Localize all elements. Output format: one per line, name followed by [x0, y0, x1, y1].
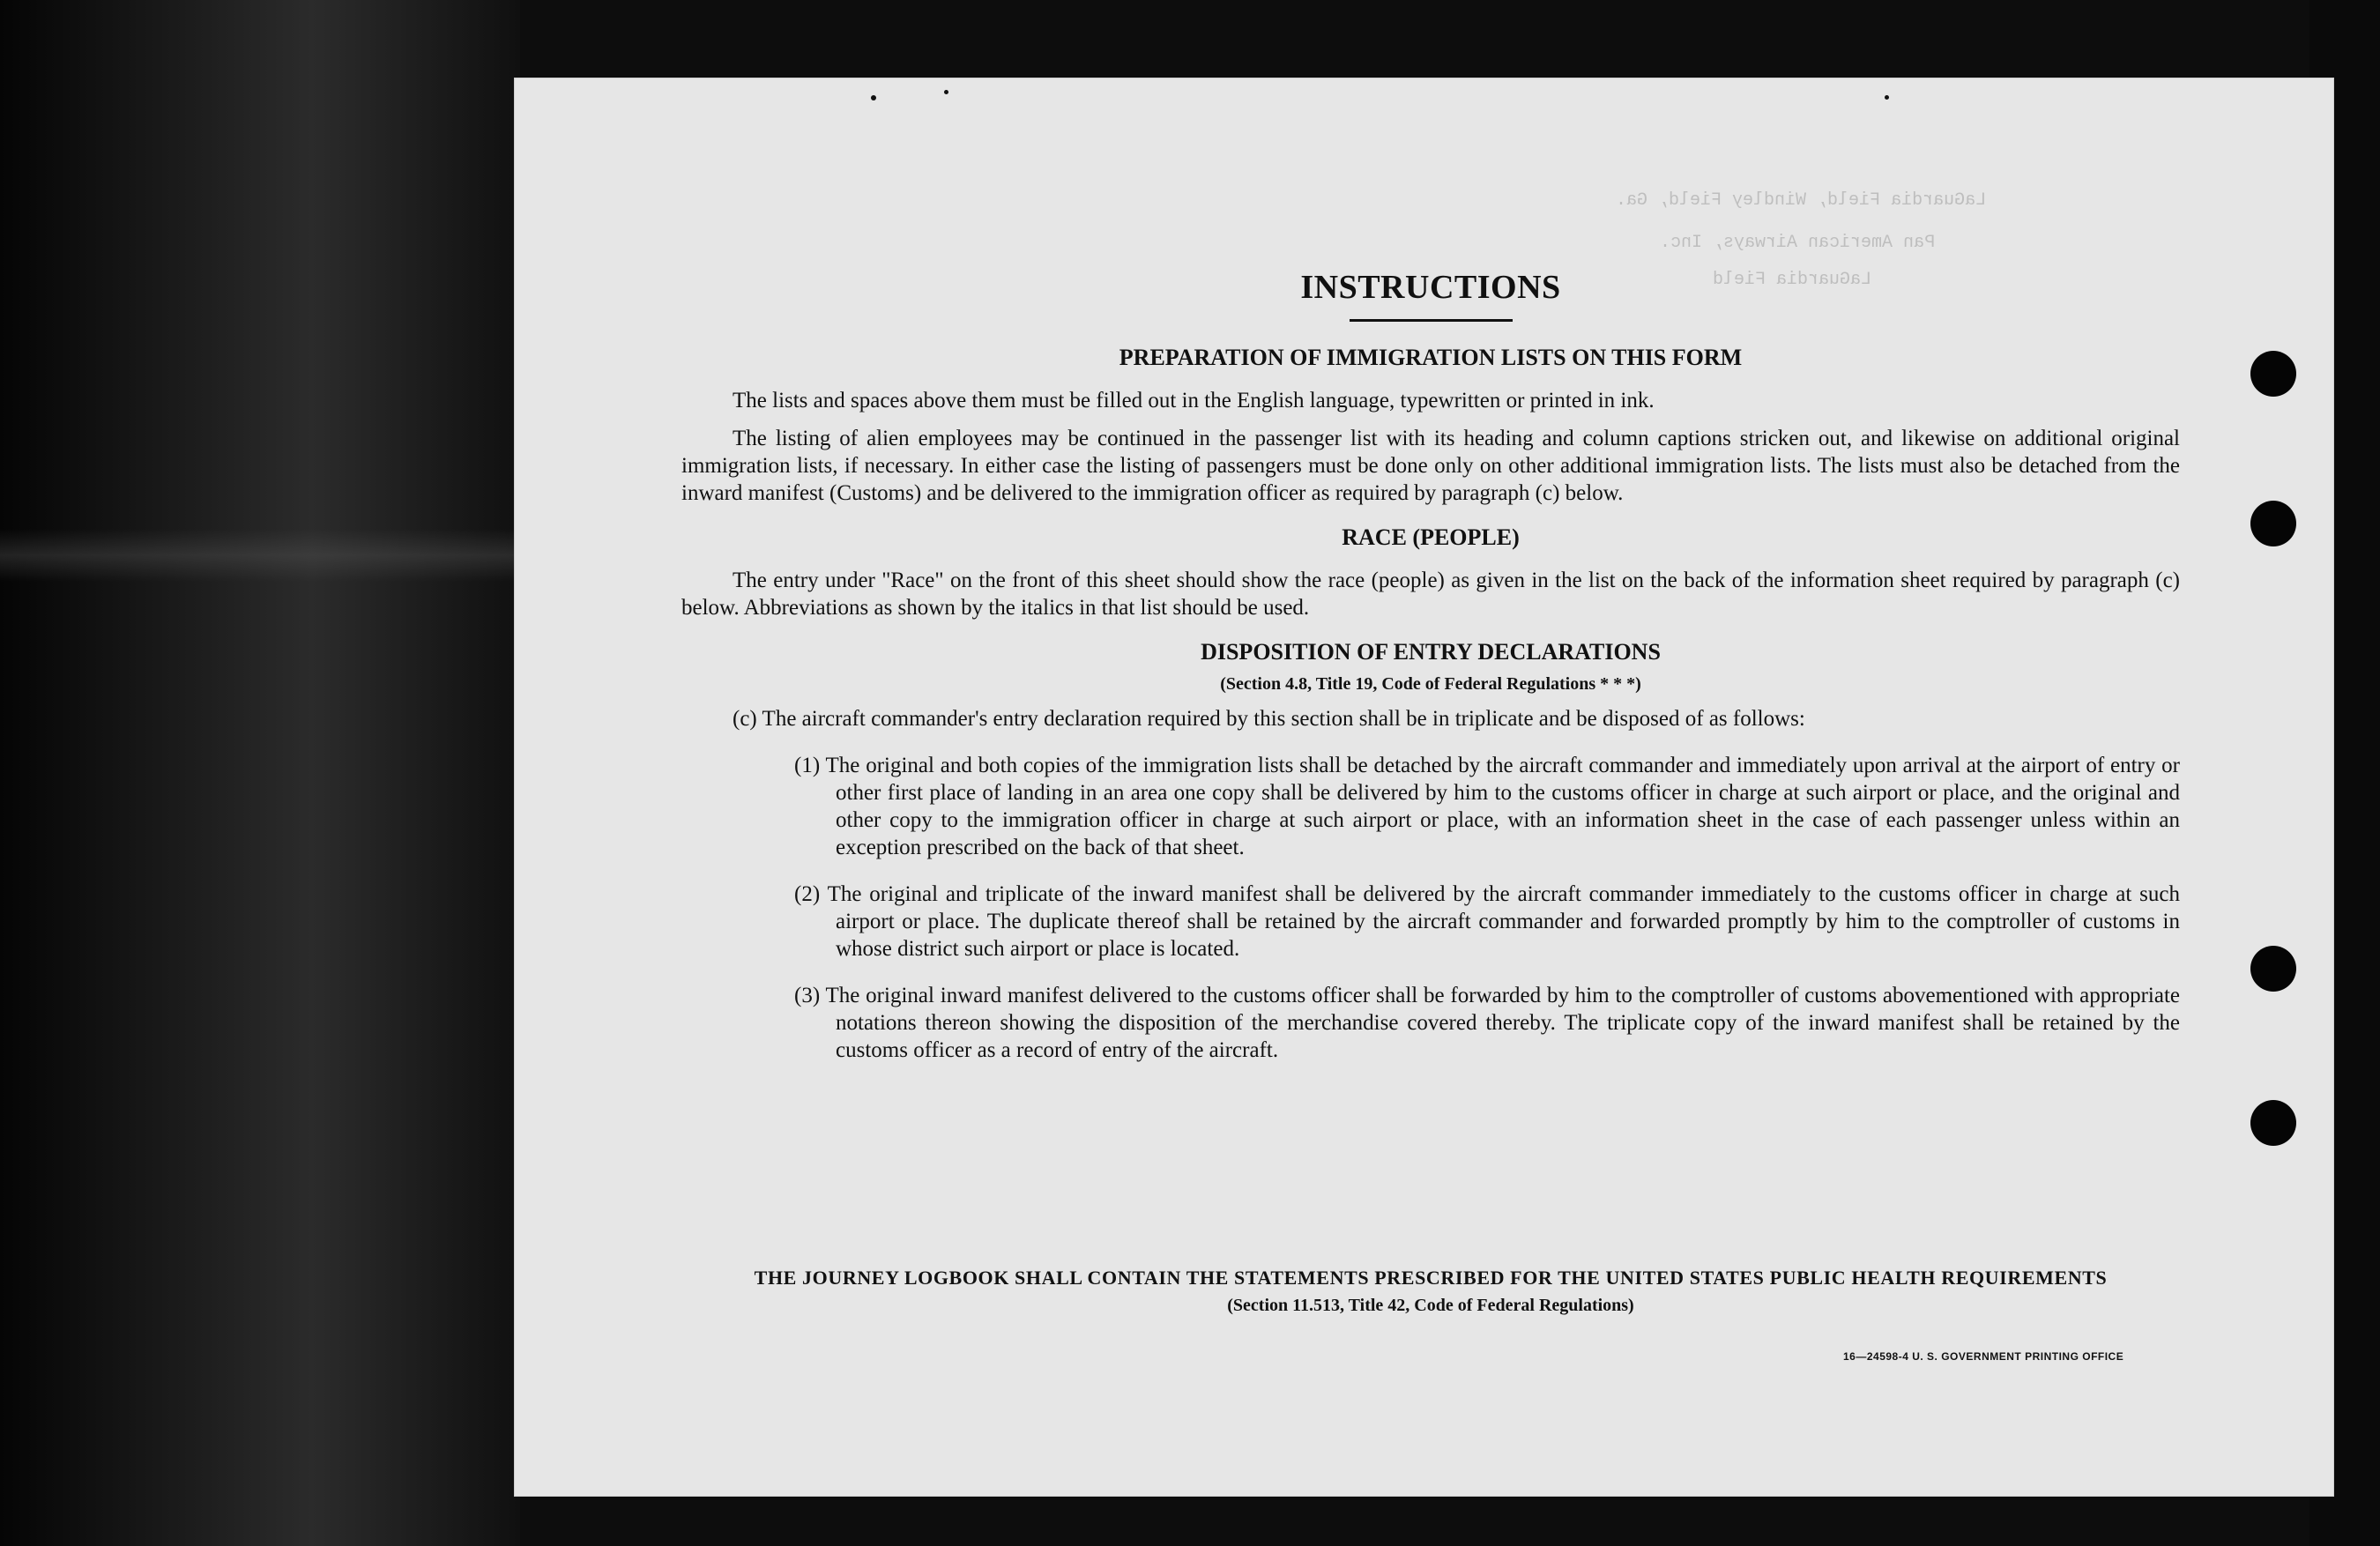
punch-hole [2250, 501, 2296, 546]
paragraph-race: The entry under "Race" on the front of this sheet should show the race (people) as given in the list on the back of the information sheet required by paragraph (c) below. Abbreviations as shown by the italics in that list should be used. [681, 569, 2180, 620]
document-sheet [514, 78, 2334, 1497]
scan-background-left [0, 0, 520, 1546]
ink-speck [944, 90, 948, 94]
bleed-through-line-2: Pan American Airways, Inc. [1660, 233, 1936, 253]
paragraph-preparation-1: The lists and spaces above them must be filled out in the English language, typewritten or printed in ink. [733, 389, 1655, 413]
bleed-through-line-1: LaGuardia Field, Windley Field, Ga. [1616, 190, 1987, 211]
punch-hole [2250, 946, 2296, 992]
disposition-citation: (Section 4.8, Title 19, Code of Federal Regulations * * *) [1220, 674, 1641, 694]
punch-hole [2250, 1100, 2296, 1146]
ink-speck [871, 95, 876, 100]
printer-code: 16—24598-4 U. S. GOVERNMENT PRINTING OFFICE [1843, 1350, 2124, 1363]
disposition-lead: (c) The aircraft commander's entry declaration required by this section shall be in triplicate and be disposed of as follows: [733, 707, 1805, 731]
instructions-content [681, 268, 2180, 1363]
section-heading-preparation: PREPARATION OF IMMIGRATION LISTS ON THIS FORM [1119, 345, 1743, 370]
paragraph-preparation-2: The listing of alien employees may be continued in the passenger list with its heading and column captions stricken out, and likewise on additional original immigration lists, if necessary. In either case the listing of passengers must be done only on other additional immigration lists. The lists must also be detached from the inward manifest (Customs) and be delivered to the immigration officer as required by paragraph (c) below. [681, 427, 2180, 505]
page-title: INSTRUCTIONS [1300, 269, 1561, 306]
title-underline [1350, 319, 1513, 322]
disposition-item-2: (2) The original and triplicate of the inward manifest shall be delivered by the aircraft commander immediately to the customs officer in charge at such airport or place. The duplicate thereof shall be retained by the aircraft commander and forwarded promptly by him to the comptroller of customs in whose district such airport or place is located. [794, 882, 2180, 961]
footer-logbook-notice: THE JOURNEY LOGBOOK SHALL CONTAIN THE STATEMENTS PRESCRIBED FOR THE UNITED STATES PUBLIC HEALTH REQUIREMENTS [754, 1267, 2108, 1289]
section-heading-disposition: DISPOSITION OF ENTRY DECLARATIONS [1201, 639, 1661, 665]
disposition-item-3: (3) The original inward manifest delivered to the customs officer shall be forwarded by him to the comptroller of customs abovementioned with appropriate notations thereon showing the disposition of the merchandise covered thereby. The triplicate copy of the inward manifest shall be retained by the customs officer as a record of entry of the aircraft. [794, 984, 2180, 1062]
punch-hole [2250, 351, 2296, 397]
ink-speck [1885, 95, 1889, 100]
footer-citation: (Section 11.513, Title 42, Code of Federal Regulations) [1227, 1296, 1634, 1315]
section-heading-race: RACE (PEOPLE) [1342, 524, 1520, 550]
bleed-through-line-3: LaGuardia Field [1713, 270, 1872, 290]
scan-streak [0, 529, 520, 582]
disposition-item-1: (1) The original and both copies of the immigration lists shall be detached by the aircraft commander and immediately upon arrival at the airport of entry or other first place of landing in an area one copy shall be delivered by him to the customs officer in charge at such airport or place, and the original and other copy to the immigration officer in charge at such airport or place, with an information sheet in the case of each passenger unless within an exception prescribed on the back of that sheet. [794, 754, 2180, 859]
